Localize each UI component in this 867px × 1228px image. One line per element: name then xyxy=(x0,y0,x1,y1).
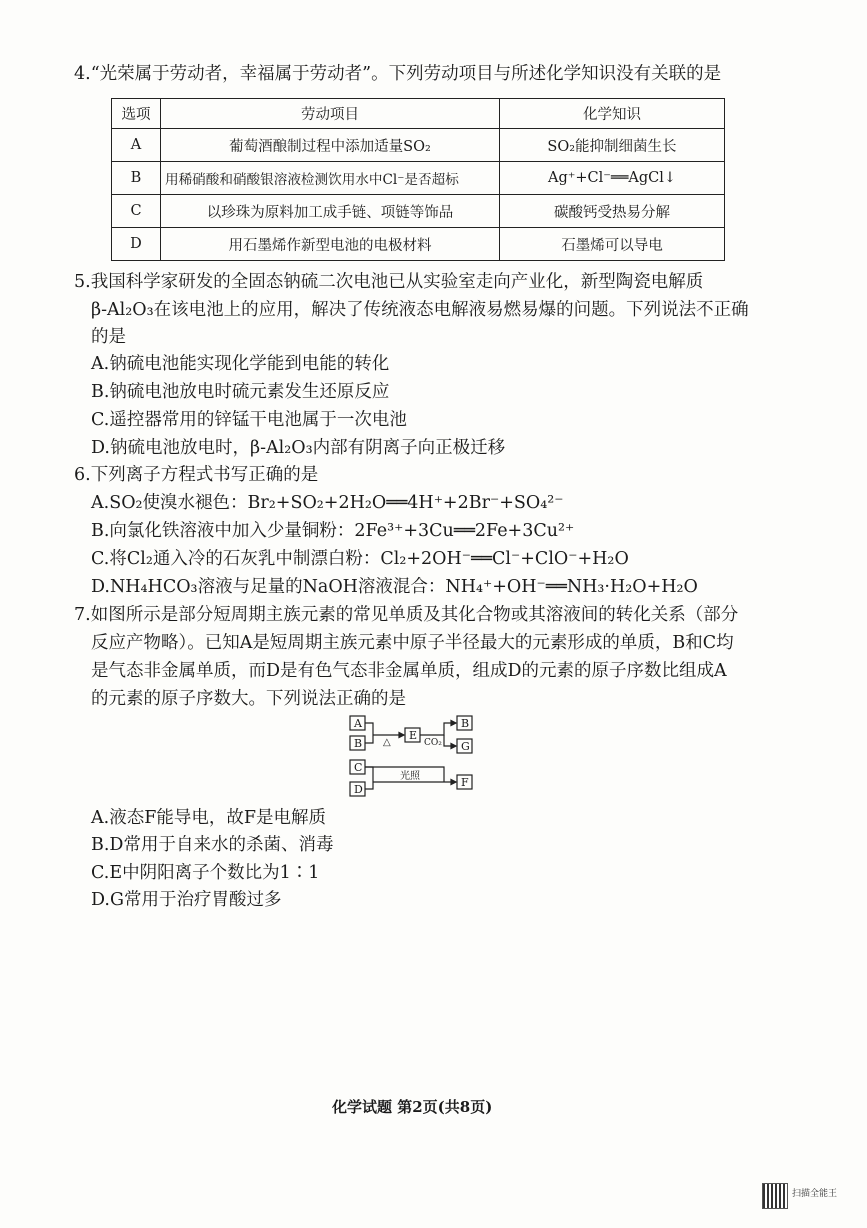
box-e-label: E xyxy=(409,729,418,742)
q5-stem-line: 的是 xyxy=(91,327,126,347)
scanner-watermark: 扫描全能王 xyxy=(792,1189,838,1199)
header-option: 选项 xyxy=(112,99,161,129)
row-option: A xyxy=(112,129,161,162)
q6-option-b: B.向氯化铁溶液中加入少量铜粉：2Fe³⁺+3Cu══2Fe+3Cu²⁺ xyxy=(91,521,575,541)
row-knowledge: SO₂能抑制细菌生长 xyxy=(500,129,725,162)
q5-stem-line: β-Al₂O₃在该电池上的应用，解决了传统液态电解液易燃易爆的问题。下列说法不正确 xyxy=(91,300,749,320)
q5-option-c: C.遥控器常用的锌锰干电池属于一次电池 xyxy=(91,410,407,430)
heat-label: △ xyxy=(383,737,391,748)
row-option: D xyxy=(112,228,161,261)
row-option: B xyxy=(112,162,161,195)
q7-stem-line: 的元素的原子序数大。下列说法正确的是 xyxy=(91,689,406,709)
q6-stem: 6.下列离子方程式书写正确的是 xyxy=(74,465,319,485)
row-knowledge: 石墨烯可以导电 xyxy=(500,228,725,261)
row-project: 用石墨烯作新型电池的电极材料 xyxy=(161,228,500,261)
row-project: 以珍珠为原料加工成手链、项链等饰品 xyxy=(161,195,500,228)
box-a-label: A xyxy=(354,717,362,730)
table-row xyxy=(112,195,725,228)
q5-option-d: D.钠硫电池放电时，β-Al₂O₃内部有阴离子向正极迁移 xyxy=(91,438,506,458)
header-knowledge: 化学知识 xyxy=(500,99,725,129)
co2-label: CO₂ xyxy=(424,738,442,748)
q4-stem: 4.“光荣属于劳动者，幸福属于劳动者”。下列劳动项目与所述化学知识没有关联的是 xyxy=(74,64,722,84)
q5-option-a: A.钠硫电池能实现化学能到电能的转化 xyxy=(91,354,390,374)
light-label: 光照 xyxy=(400,771,420,782)
table-row xyxy=(112,162,725,195)
q7-option-d: D.G常用于治疗胃酸过多 xyxy=(91,890,282,910)
q7-option-b: B.D常用于自来水的杀菌、消毒 xyxy=(91,835,334,855)
page-footer: 化学试题 第2页(共8页) xyxy=(332,1098,493,1116)
q5-option-b: B.钠硫电池放电时硫元素发生还原反应 xyxy=(91,382,390,402)
box-c-label: C xyxy=(354,761,363,774)
row-knowledge: Ag⁺+Cl⁻══AgCl↓ xyxy=(500,162,725,195)
row-option: C xyxy=(112,195,161,228)
qr-code-icon xyxy=(762,1183,788,1209)
header-project: 劳动项目 xyxy=(161,99,500,129)
q7-stem-line: 7.如图所示是部分短周期主族元素的常见单质及其化合物或其溶液间的转化关系（部分 xyxy=(74,605,739,625)
q7-reaction-diagram xyxy=(344,712,484,806)
q7-stem-line: 反应产物略）。已知A是短周期主族元素中原子半径最大的元素形成的单质，B和C均 xyxy=(91,633,734,653)
row-project: 用稀硝酸和硝酸银溶液检测饮用水中Cl⁻是否超标 xyxy=(161,162,500,195)
q4-table xyxy=(111,98,725,261)
q6-option-a: A.SO₂使溴水褪色：Br₂+SO₂+2H₂O══4H⁺+2Br⁻+SO₄²⁻ xyxy=(91,493,564,513)
row-project: 葡萄酒酿制过程中添加适量SO₂ xyxy=(161,129,500,162)
q6-option-c: C.将Cl₂通入冷的石灰乳中制漂白粉：Cl₂+2OH⁻══Cl⁻+ClO⁻+H₂O xyxy=(91,549,629,569)
box-g-label: G xyxy=(461,740,470,753)
q6-option-d: D.NH₄HCO₃溶液与足量的NaOH溶液混合：NH₄⁺+OH⁻══NH₃·H₂O+H₂O xyxy=(91,577,698,597)
row-knowledge: 碳酸钙受热易分解 xyxy=(500,195,725,228)
box-b2-label: B xyxy=(461,717,470,730)
box-b-label: B xyxy=(354,737,363,750)
table-header-row xyxy=(112,99,725,129)
table-row xyxy=(112,228,725,261)
box-d-label: D xyxy=(354,783,363,796)
box-f-label: F xyxy=(461,776,469,789)
q5-stem-line: 5.我国科学家研发的全固态钠硫二次电池已从实验室走向产业化，新型陶瓷电解质 xyxy=(74,272,704,292)
q7-option-a: A.液态F能导电，故F是电解质 xyxy=(91,808,326,828)
q7-stem-line: 是气态非金属单质，而D是有色气态非金属单质，组成D的元素的原子序数比组成A xyxy=(91,661,727,681)
q7-option-c: C.E中阴阳离子个数比为1∶1 xyxy=(91,863,320,883)
table-row xyxy=(112,129,725,162)
